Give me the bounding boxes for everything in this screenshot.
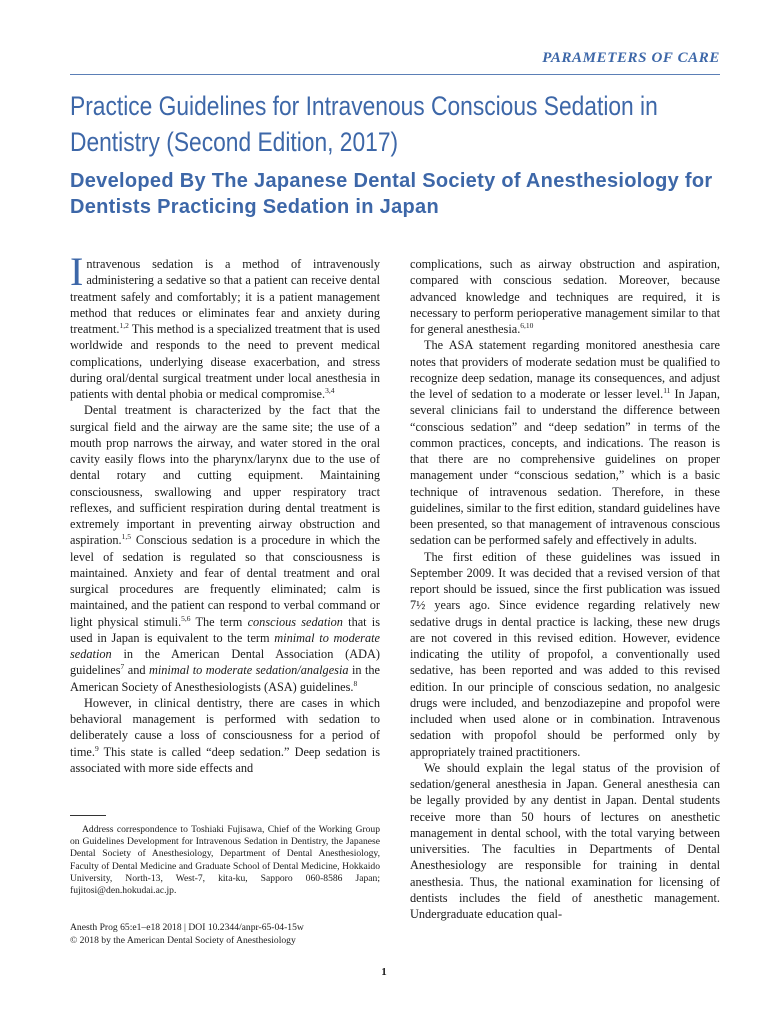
text-run: However, in clinical dentistry, there are cases in which behavioral management is performed with sedation to deliberately cause a loss of consciousness for a period of time. — [70, 695, 380, 759]
text-run: Conscious sedation is a procedure in which the level of sedation is regulated so that consciousness is maintained. Anxiety and fear of dental treatment and oral surgical procedures are frequently eliminated; calm is maintained, and the patient can respond to verbal command or light physical stimuli. — [70, 533, 380, 629]
right-column — [410, 256, 720, 922]
text-run: ntravenous sedation is a method of intravenously administering a sedative so that a patient can receive dental treatment safely and comfortably; it is a patient management method that reduces or eliminates fear and anxiety during treatment. — [70, 257, 380, 336]
paragraph — [70, 249, 380, 402]
text-run: that is used in Japan is equivalent to the term — [70, 614, 380, 645]
paragraph — [410, 549, 720, 760]
reference-mark: 3,4 — [325, 385, 335, 395]
text-run: in the American Dental Association (ADA) guidelines — [70, 647, 380, 678]
paragraph — [410, 337, 720, 548]
reference-mark: 1,2 — [119, 320, 129, 330]
text-run: Dental treatment is characterized by the fact that the surgical field and the airway are the same site; the use of a mouth prop narrows the airway, and water stored in the oral cavity easily flows into the pharynx/larynx due to the use of dental rotary and cutting equipment. Maintaining consciousness, swallowing and upper respiratory tract reflexes, and sufficient respiration during dental treatment is extremely important in preventing airway obstruction and aspiration. — [70, 403, 380, 548]
text-run: complications, such as airway obstruction and aspiration, compared with conscious sedation. Moreover, because advanced knowledge and techniques are required, it is necessary to perform perioperative management similar to that for general anesthesia. — [410, 257, 720, 336]
correspondence-footnote — [70, 824, 380, 897]
reference-mark: 1,5 — [121, 532, 131, 542]
term-emphasis: minimal to moderate sedation — [70, 630, 380, 661]
text-run: The ASA statement regarding monitored anesthesia care notes that providers of moderate sedation must be qualified to recognize deep sedation, manage its consequences, and adjust the level of sedation to a moderate or lesser level. — [410, 338, 720, 401]
paragraph — [70, 695, 380, 776]
paragraph — [70, 402, 380, 695]
article-subtitle: Developed By The Japanese Dental Society of Anesthesiology for Dentists Practicing Sedation in Japan — [70, 170, 713, 218]
copyright-line: © 2018 by the American Dental Society of Anesthesiology — [70, 935, 296, 946]
left-column — [70, 249, 380, 776]
text-run: In Japan, several clinicians fail to understand the difference between “conscious sedation” and “deep sedation” in terms of the common practices, concepts, and indications. The reason is that there are no comprehensive guidelines on proper management under “conscious sedation,” which is a basic technique of intravenous sedation. Therefore, in these guidelines, similar to the first edition, standard guidelines have been presented, so that management of intravenous conscious sedation can be performed safely and effectively in adults. — [410, 387, 720, 548]
correspondence-text: Address correspondence to Toshiaki Fujisawa, Chief of the Working Group on Guidelines Development for Intravenous Sedation in Dentistry, the Japanese Dental Society of Anesthesiology, Department of Dental Anesthesiology, Faculty of Dental Medicine and Graduate School of Dental Medicine, Hokkaido University, North-13, West-7, kita-ku, Sapporo 060-8586 Japan; fujitosi@den.hokudai.ac.jp. — [70, 824, 380, 897]
reference-mark: 7 — [120, 662, 125, 672]
text-run: The term — [190, 614, 248, 629]
reference-mark: 6,10 — [520, 320, 534, 330]
term-emphasis: conscious sedation — [247, 614, 343, 629]
reference-mark: 8 — [353, 678, 358, 688]
drop-cap: I — [70, 249, 84, 294]
text-run: We should explain the legal status of the provision of sedation/general anesthesia in Japan. General anesthesia can be legally provided by any dentist in Japan. Dental students receive more than 50 hours of lectures on anesthetic management in dental school, with the total varying between universities. The faculties in Departments of Dental Anesthesiology are responsible for training in dental anesthesia. Thus, the national examination for licensing of dentists includes the field of anesthetic management. Undergraduate education qual- — [410, 760, 720, 921]
page-number: 1 — [381, 966, 387, 978]
text-run: and — [124, 663, 149, 678]
article-title: Practice Guidelines for Intravenous Conscious Sedation in Dentistry (Second Edition, 2017) — [70, 91, 658, 157]
reference-mark: 5,6 — [181, 613, 191, 623]
text-run: This method is a specialized treatment that is used worldwide and responds to the need to prevent medical complications, underlying disease exacerbation, and stress during oral/dental surgical treatment under local anesthesia in patients with dental phobia or medical compromise. — [70, 322, 380, 401]
paragraph — [410, 760, 720, 923]
text-run: This state is called “deep sedation.” Deep sedation is associated with more side effects and — [70, 744, 380, 775]
text-run: The first edition of these guidelines was issued in September 2009. It was decided that a revised version of that report should be issued, since the first publication was issued 7½ years ago. Since evidence regarding relatively new sedative drugs in dental practice is lacking, these new drugs are not covered in this revised edition. However, evidence indicating the utility of propofol, a conventionally used sedative, has been reported and was added to this revised edition. In our principle of conscious sedation, no analgesic drugs were included, and benzodiazepine and propofol were included when used alone or in combination. Intravenous sedation with propofol should be performed only by appropriately trained practitioners. — [410, 549, 720, 759]
header-rule — [70, 74, 720, 75]
journal-citation: Anesth Prog 65:e1–e18 2018 | DOI 10.2344/anpr-65-04-15w — [70, 922, 304, 933]
reference-mark: 11 — [663, 385, 671, 395]
text-run: in the American Society of Anesthesiologists (ASA) guidelines. — [70, 663, 380, 694]
section-label: PARAMETERS OF CARE — [542, 50, 720, 66]
footnote-rule — [70, 815, 106, 816]
citation-block — [70, 921, 380, 947]
reference-mark: 9 — [94, 743, 99, 753]
term-emphasis: minimal to moderate sedation/analgesia — [148, 663, 349, 678]
paragraph — [410, 256, 720, 337]
